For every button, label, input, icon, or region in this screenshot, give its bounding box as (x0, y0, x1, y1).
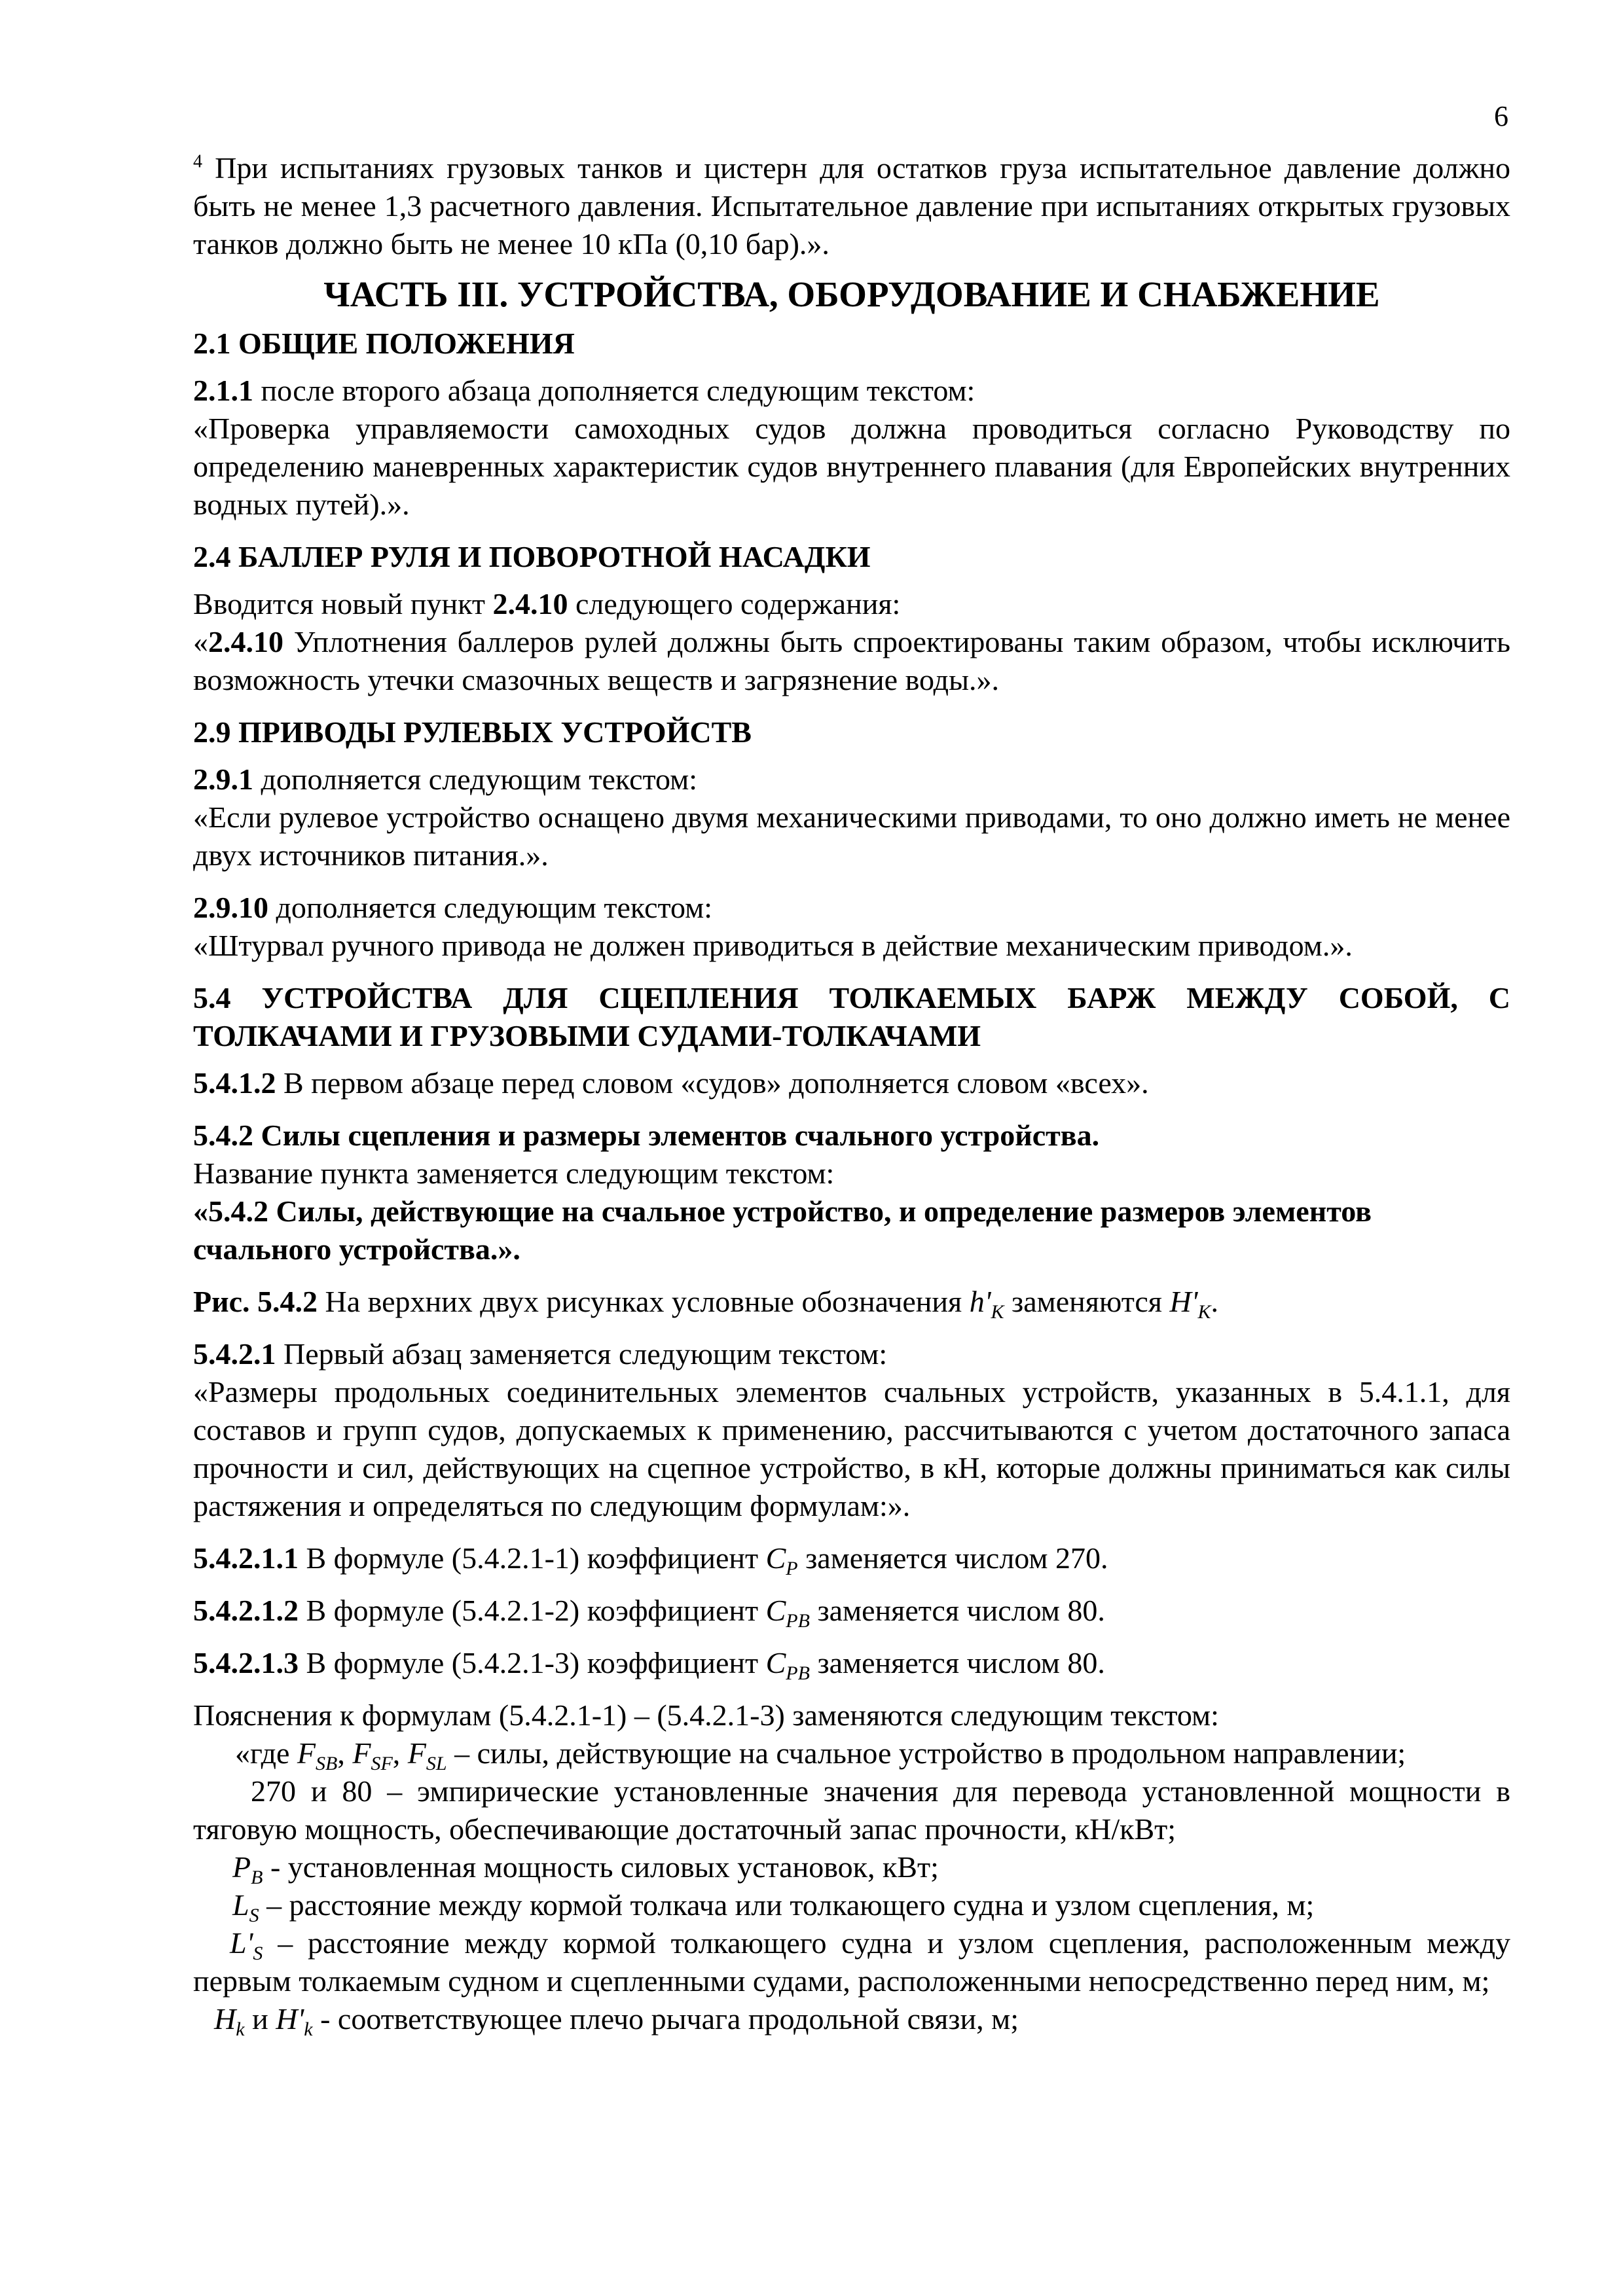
symbol-CP: $C_P$ (765, 1541, 798, 1580)
paragraph-2-1-1: 2.1.1 после второго абзаца дополняется следующим текстом: (193, 374, 976, 407)
clause-number: 5.4.1.2 (193, 1066, 276, 1100)
explanation-coefficients: 270 и 80 – эмпирические установленные значения для перевода установленной мощности в тяговую мощность, обеспечивающие достаточный запас прочности, кН/кВт; (193, 1774, 1510, 1846)
clause-number: 5.4.2.1 (193, 1337, 276, 1371)
quote-2-9-1: «Если рулевое устройство оснащено двумя механическими приводами, то оно должно иметь не менее двух источников питания.». (193, 800, 1510, 872)
section-heading-2-1: 2.1 ОБЩИЕ ПОЛОЖЕНИЯ (193, 327, 575, 360)
explanation-Hk: $H_k$ и $H'_k$ - соответствующее плечо рычага продольной связи, м; (214, 2002, 1019, 2041)
paragraph-fig-5-4-2: Рис. 5.4.2 На верхних двух рисунках условные обозначения $h'_K$ заменяются $H'_K$. (193, 1285, 1219, 1323)
symbol-H-prime-k: $H'_K$ (1169, 1285, 1211, 1323)
paragraph-2-9-1: 2.9.1 дополняется следующим текстом: (193, 762, 698, 796)
quote-2-4-10: «2.4.10 Уплотнения баллеров рулей должны быть спроектированы таким образом, чтобы исключить возможность утечки смазочных веществ и загрязнение воды.». (193, 625, 1510, 696)
clause-number: 5.4.2.1.2 (193, 1594, 299, 1627)
section-heading-5-4: 5.4 УСТРОЙСТВА ДЛЯ СЦЕПЛЕНИЯ ТОЛКАЕМЫХ БАРЖ МЕЖДУ СОБОЙ, С ТОЛКАЧАМИ И ГРУЗОВЫМИ СУДАМИ-ТОЛКАЧАМИ (193, 981, 1510, 1052)
page-number: 6 (1494, 100, 1508, 132)
quote-2-1-1: «Проверка управляемости самоходных судов должна проводиться согласно Руководству по определению маневренных характеристик судов внутреннего плавания (для Европейских внутренних водных путей).». (193, 412, 1510, 521)
explanations-intro: Пояснения к формулам (5.4.2.1-1) – (5.4.2.1-3) заменяются следующим текстом: (193, 1698, 1219, 1732)
clause-number: 2.4.10 (208, 625, 283, 658)
clause-number: 2.9.10 (193, 891, 268, 924)
clause-number: 5.4.2.1.3 (193, 1646, 299, 1679)
symbol-CPB: $C_{PB}$ (765, 1646, 810, 1685)
paragraph-2-4-intro: Вводится новый пункт 2.4.10 следующего содержания: (193, 587, 901, 620)
explanation-PB: $P_B$ - установленная мощность силовых установок, кВт; (232, 1850, 939, 1889)
clause-number: 5.4.2.1.1 (193, 1541, 299, 1575)
paragraph-5-4-2-title: 5.4.2 Силы сцепления и размеры элементов счального устройства. (193, 1119, 1100, 1152)
paragraph-5-4-2-1: 5.4.2.1 Первый абзац заменяется следующим текстом: (193, 1337, 888, 1371)
explanation-L-prime-S: $L'_S$ – расстояние между кормой толкающего судна и узлом сцепления, расположенным между первым толкаемым судном и сцепленными судами, расположенными непосредственно перед ним, м; (193, 1926, 1510, 1998)
part-title: ЧАСТЬ III. УСТРОЙСТВА, ОБОРУДОВАНИЕ И СНАБЖЕНИЕ (323, 274, 1380, 314)
quote-2-9-10: «Штурвал ручного привода не должен приводиться в действие механическим приводом.». (193, 929, 1353, 962)
symbol-CPB: $C_{PB}$ (765, 1594, 810, 1632)
page-content (193, 149, 1510, 2041)
symbol-h-prime-k: $h'_K$ (969, 1285, 1004, 1323)
explanation-LS: $L_S$ – расстояние между кормой толкача или толкающего судна и узлом сцепления, м; (232, 1888, 1315, 1927)
figure-label: Рис. 5.4.2 (193, 1285, 318, 1318)
section-heading-2-4: 2.4 БАЛЛЕР РУЛЯ И ПОВОРОТНОЙ НАСАДКИ (193, 540, 871, 573)
footnote-mark: 4 (193, 151, 202, 172)
section-heading-2-9: 2.9 ПРИВОДЫ РУЛЕВЫХ УСТРОЙСТВ (193, 715, 752, 749)
explanation-forces: «где $F_{SB}$, $F_{SF}$, $F_{SL}$ – силы, действующие на счальное устройство в продольном направлении; (235, 1736, 1406, 1775)
paragraph-5-4-2-new: «5.4.2 Силы, действующие на счальное устройство, и определение размеров элементов счального устройства.». (193, 1194, 1372, 1266)
clause-number: 2.4.10 (492, 587, 568, 620)
footnote (193, 149, 1510, 263)
quote-5-4-2-1: «Размеры продольных соединительных элементов счальных устройств, указанных в 5.4.1.1, для составов и групп судов, допускаемых к применению, рассчитываются с учетом достаточного запаса прочности и сил, действующих на сцепное устройство, в кН, которые должны приниматься как силы растяжения и определяться по следующим формулам:». (193, 1375, 1510, 1522)
footnote-text: При испытаниях грузовых танков и цистерн для остатков груза испытательное давление должно быть не менее 1,3 расчетного давления. Испытательное давление при испытаниях открытых грузовых танков должно быть не менее 10 кПа (0,10 бар).». (193, 151, 1510, 260)
paragraph-2-9-10: 2.9.10 дополняется следующим текстом: (193, 891, 713, 924)
clause-number: 2.1.1 (193, 374, 253, 407)
paragraph-5-4-2-1-1: 5.4.2.1.1 В формуле (5.4.2.1-1) коэффициент $C_P$ заменяется числом 270. (193, 1541, 1108, 1580)
clause-number: 2.9.1 (193, 762, 253, 796)
paragraph-5-4-2-1-3: 5.4.2.1.3 В формуле (5.4.2.1-3) коэффициент $C_{PB}$ заменяется числом 80. (193, 1646, 1105, 1685)
paragraph-5-4-2-1-2: 5.4.2.1.2 В формуле (5.4.2.1-2) коэффициент $C_{PB}$ заменяется числом 80. (193, 1594, 1105, 1632)
paragraph-5-4-1-2: 5.4.1.2 В первом абзаце перед словом «судов» дополняется словом «всех». (193, 1066, 1149, 1100)
paragraph-5-4-2-intro: Название пункта заменяется следующим текстом: (193, 1157, 835, 1190)
